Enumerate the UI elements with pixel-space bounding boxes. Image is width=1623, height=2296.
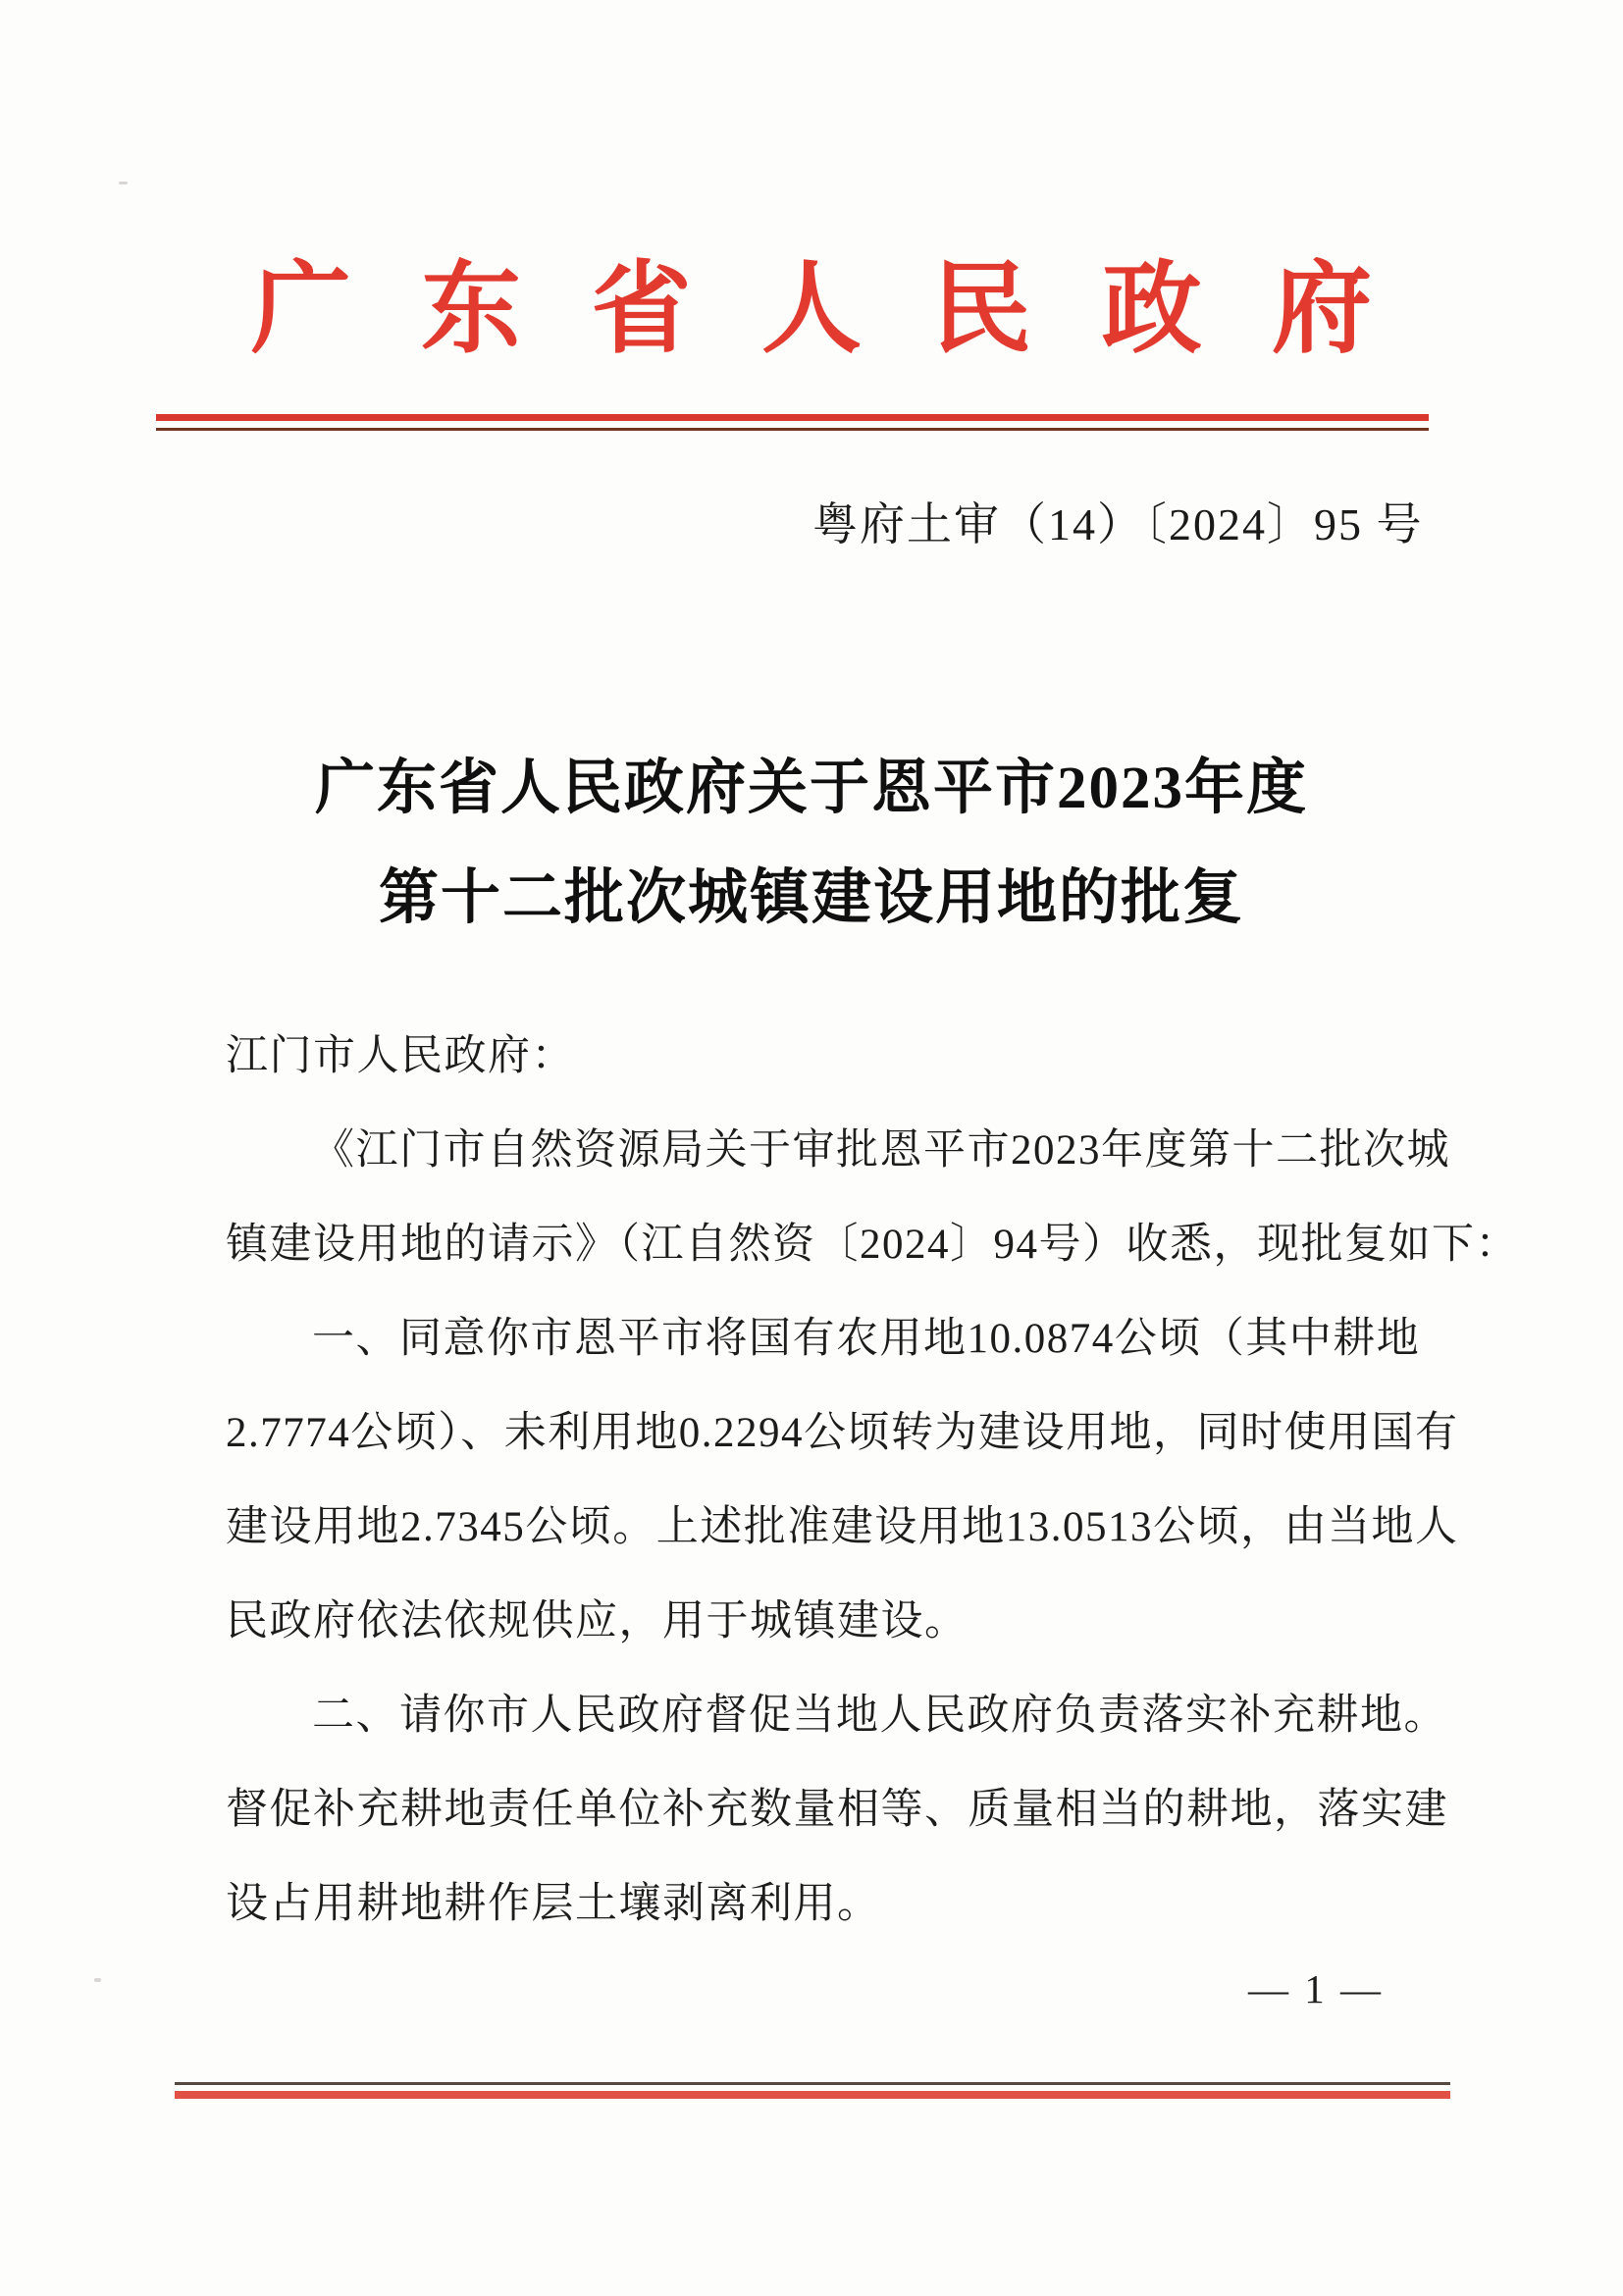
- document-title-line-2: 第十二批次城镇建设用地的批复: [378, 865, 1244, 931]
- page-number: — 1 —: [1248, 1966, 1384, 2011]
- body-text-line: 镇建设用地的请示》（江自然资〔2024〕94号）收悉，现批复如下：: [226, 1222, 1519, 1268]
- document-title: [0, 734, 1623, 954]
- body-text-line: 设占用耕地耕作层土壤剥离利用。: [226, 1881, 881, 1927]
- body-text-line: 《江门市自然资源局关于审批恩平市2023年度第十二批次城: [312, 1127, 1450, 1174]
- body-text-line: 督促补充耕地责任单位补充数量相等、质量相当的耕地，落实建: [226, 1787, 1448, 1833]
- body-text-line: 一、同意你市恩平市将国有农用地10.0874公顷（其中耕地: [312, 1316, 1421, 1362]
- body-text-line: 二、请你市人民政府督促当地人民政府负责落实补充耕地。: [312, 1693, 1447, 1739]
- scan-speck: [119, 182, 128, 184]
- letterhead-rule-thin: [156, 428, 1429, 431]
- body-text-line: 2.7774公顷）、未利用地0.2294公顷转为建设用地，同时使用国有: [226, 1410, 1459, 1456]
- salutation-line: 江门市人民政府：: [226, 1033, 575, 1079]
- letterhead-rule-thick: [156, 414, 1429, 421]
- gov-letterhead-title: 广东省人民政府: [250, 255, 1442, 366]
- scan-speck: [94, 1978, 101, 1982]
- footer-rule-thick: [175, 2091, 1450, 2099]
- document-title-line-1: 广东省人民政府关于恩平市2023年度: [314, 756, 1308, 821]
- footer-rule-thin: [175, 2082, 1450, 2085]
- body-text-line: 民政府依法依规供应，用于城镇建设。: [226, 1598, 969, 1644]
- document-reference-number: 粤府土审（14）〔2024〕95 号: [812, 499, 1424, 549]
- body-text-line: 建设用地2.7345公顷。上述批准建设用地13.0513公顷，由当地人: [226, 1504, 1459, 1550]
